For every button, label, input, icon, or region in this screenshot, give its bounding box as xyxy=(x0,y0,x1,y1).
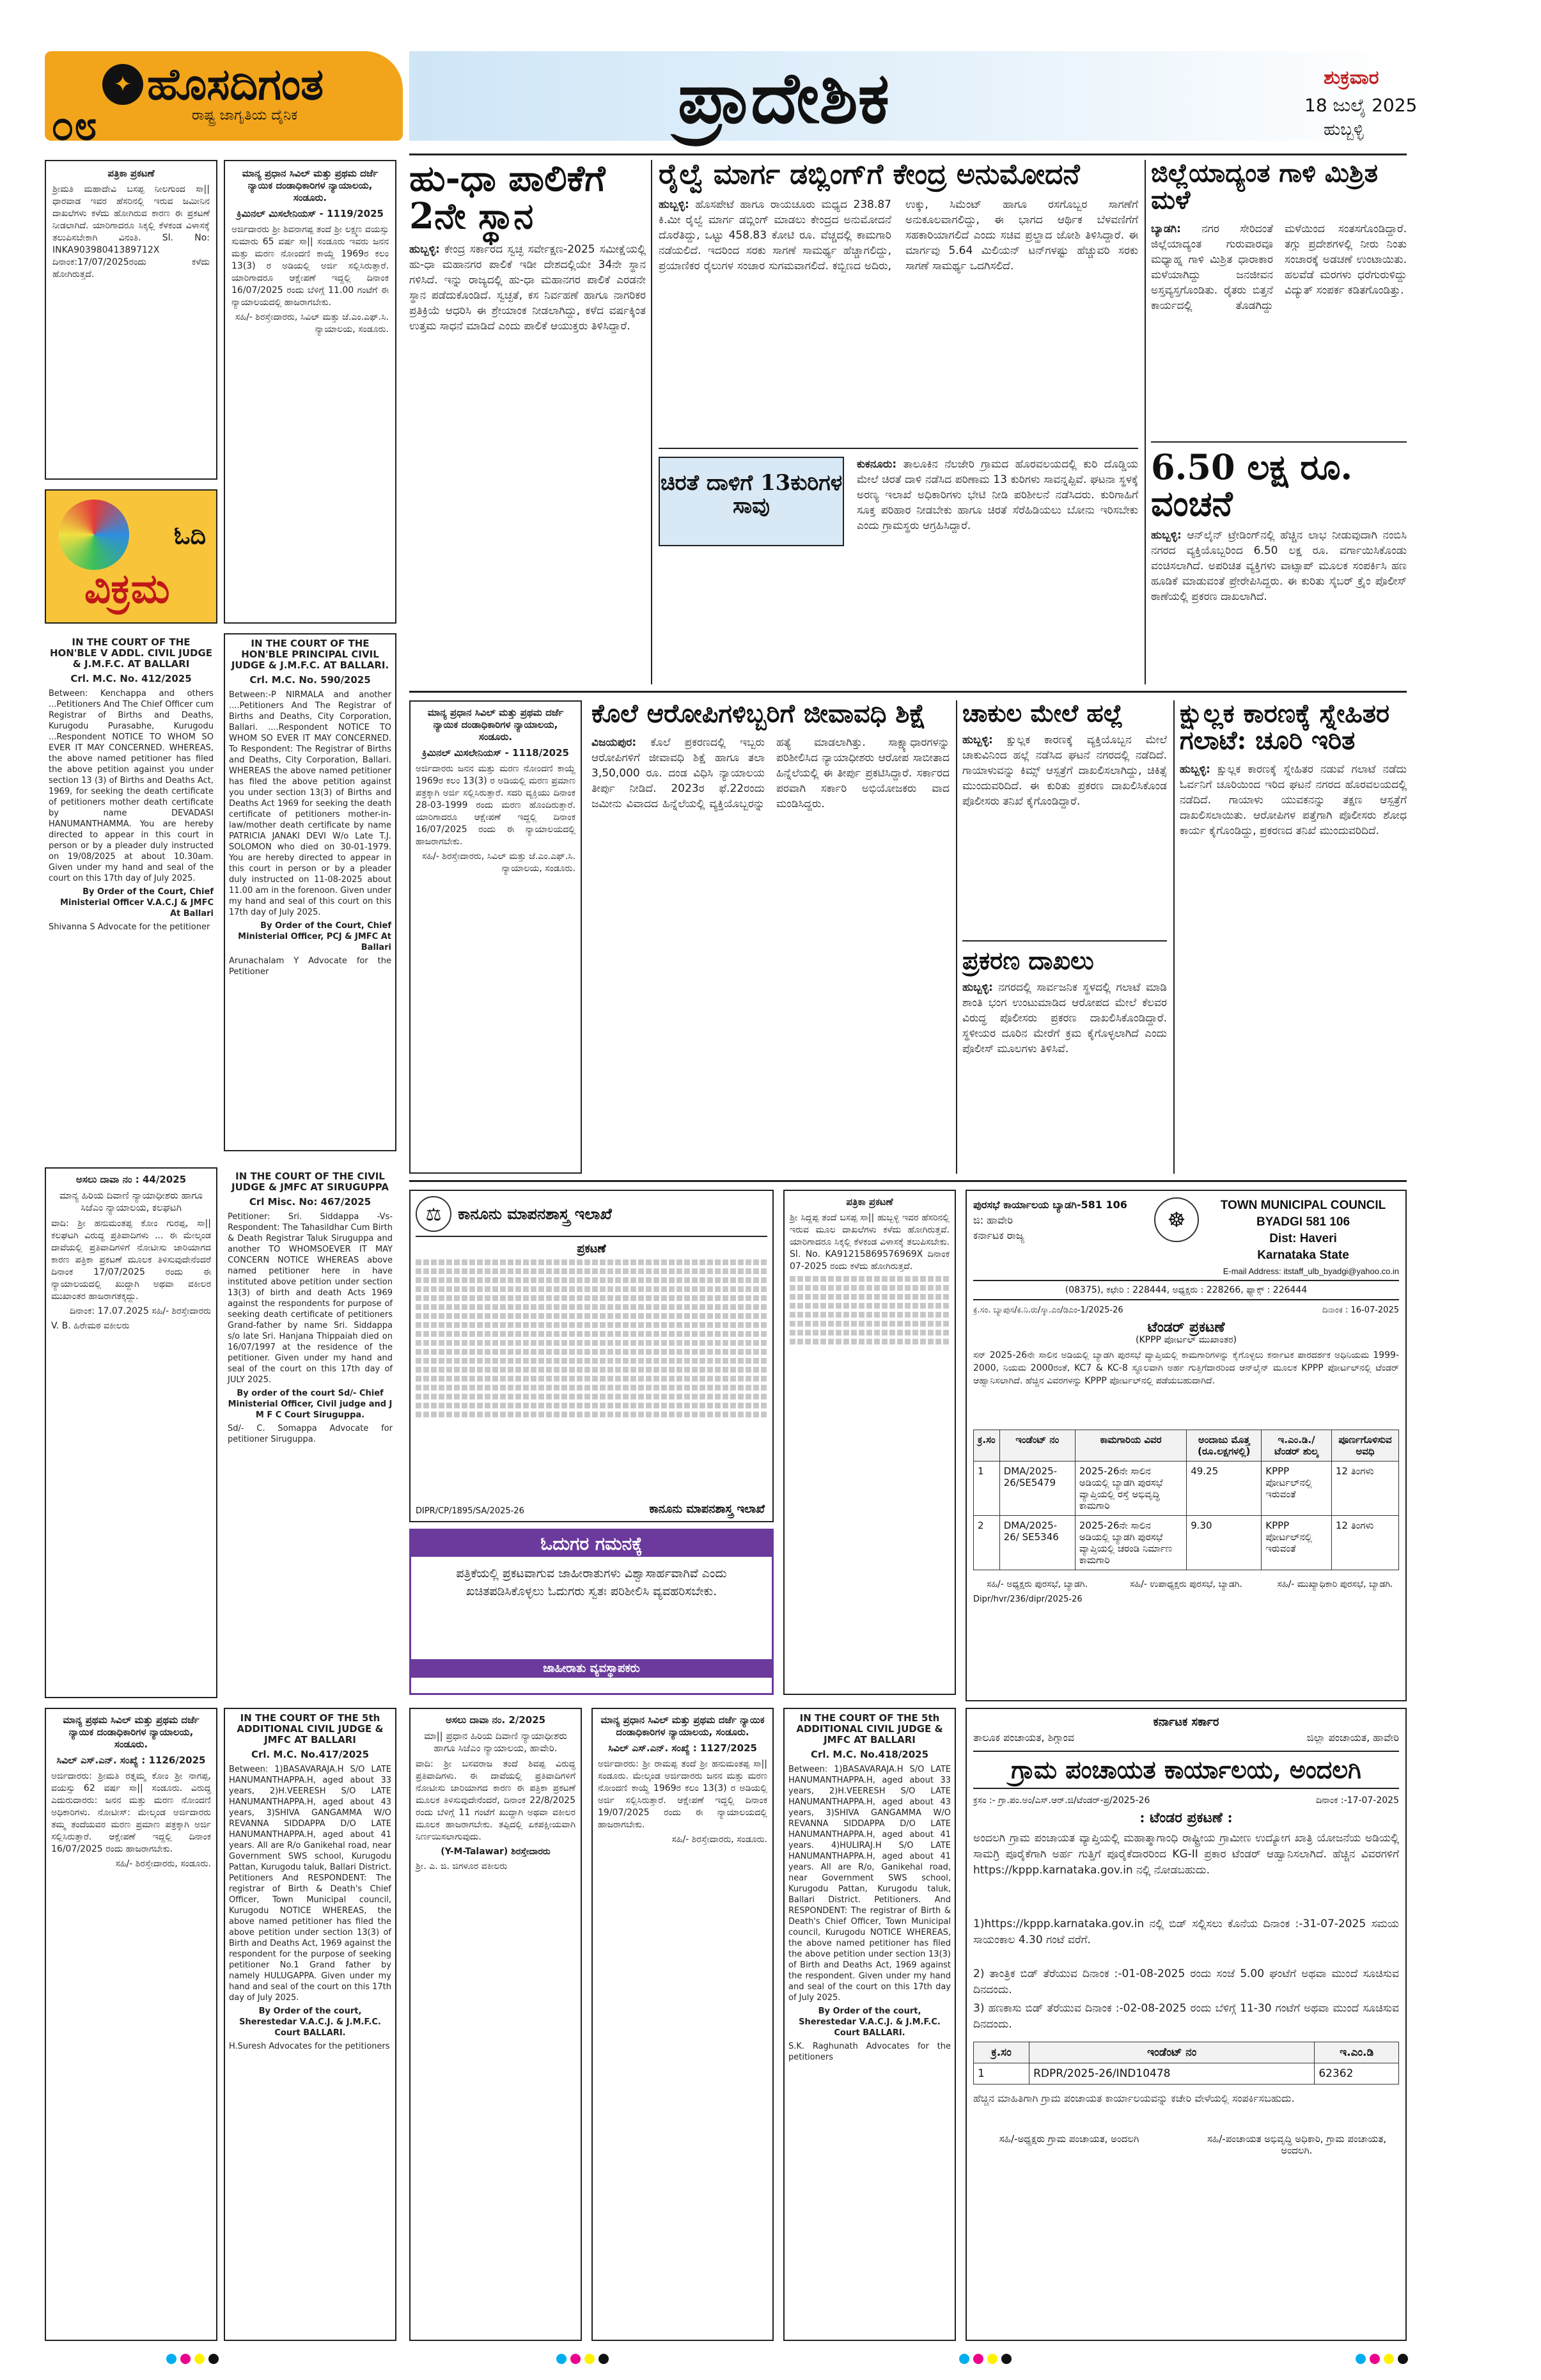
article-rain xyxy=(1151,160,1407,429)
table-header: ಪೂರ್ಣಗೊಳಿಸುವ ಅವಧಿ xyxy=(1331,1430,1398,1462)
print-registration-marks xyxy=(1356,2354,1408,2364)
notice-signatory: ದಿನಾಂಕ: 17.07.2025 ಸಹಿ/- ಶಿರಸ್ತೇದಾರರು xyxy=(70,1306,211,1316)
notice-signatory: ಸಹಿ/- ಶಿರಸ್ತೇದಾರರು, ಸಂಡೂರು. xyxy=(671,1834,767,1845)
box-footer: ಜಾಹೀರಾತು ವ್ಯವಸ್ಥಾಪಕರು xyxy=(411,1659,772,1678)
article-body: ಕ್ಷುಲ್ಲಕ ಕಾರಣಕ್ಕೆ ವ್ಯಕ್ತಿಯೊಬ್ಬನ ಮೇಲೆ ಚಾಕುವಿನಿಂದ ಹಲ್ಲೆ ನಡೆಸಿದ ಘಟನೆ ನಗರದಲ್ಲಿ ನಡೆದಿದೆ. ಗಾಯಾಳುವನ್ನು ಕಿಮ್ಸ್ ಆಸ್ಪತ್ರೆಗೆ ದಾಖಲಿಸಲಾಗಿದ್ದು, ಚಿಕಿತ್ಸೆ ಮುಂದುವರಿದಿದೆ. ಈ ಕುರಿತು ಪ್ರಕರಣ ದಾಖಲಿಸಿಕೊಂಡ ಪೊಲೀಸರು ತನಿಖೆ ಕೈಗೊಂಡಿದ್ದಾರೆ. xyxy=(962,733,1167,808)
council-name-en: TOWN MUNICIPAL COUNCIL xyxy=(1220,1199,1386,1212)
court-notice-1 xyxy=(45,633,217,1151)
article-body: ಕೇಂದ್ರ ಸರ್ಕಾರದ ಸ್ವಚ್ಛ ಸರ್ವೇಕ್ಷಣ-2025 ಸಮೀಕ್ಷೆಯಲ್ಲಿ ಹು-ಧಾ ಮಹಾನಗರ ಪಾಲಿಕೆ ಇಡೀ ದೇಶದಲ್ಲಿಯೇ 34ನೇ ಸ್ಥಾನ ಗಳಿಸಿದೆ. ಇನ್ನು ರಾಜ್ಯದಲ್ಲಿ ಹು-ಧಾ ಮಹಾನಗರ ಪಾಲಿಕೆ ಎರಡನೇ ಸ್ಥಾನ ಪಡೆದುಕೊಂಡಿದೆ. ಸ್ವಚ್ಛತೆ, ಕಸ ನಿರ್ವಹಣೆ ಹಾಗೂ ನಾಗರಿಕರ ಪ್ರತಿಕ್ರಿಯೆ ಆಧರಿಸಿ ಈ ಶ್ರೇಯಾಂಕ ನೀಡಲಾಗಿದ್ದು, ಕಳೆದ ವರ್ಷಕ್ಕಿಂತ ಉತ್ತಮ ಸಾಧನೆ ಮಾಡಿದೆ ಎಂದು ಪಾಲಿಕೆ ಆಯುಕ್ತರು ತಿಳಿಸಿದ್ದಾರೆ. xyxy=(409,242,646,333)
column-rule xyxy=(1173,700,1175,1174)
court-notice-kn4 xyxy=(45,1167,217,1698)
municipal-emblem-icon: ☸ xyxy=(1154,1197,1199,1242)
table-cell: 12 ತಿಂಗಳು xyxy=(1331,1516,1398,1570)
article-headline: ರೈಲ್ವೆ ಮಾರ್ಗ ಡಬ್ಲಿಂಗ್‌ಗೆ ಕೇಂದ್ರ ಅನುಮೋದನೆ xyxy=(659,158,1080,191)
article-headline: ಹು-ಧಾ ಪಾಲಿಕೆಗೆ xyxy=(409,157,606,200)
court-notice-3 xyxy=(224,1167,396,1698)
court-notice-kn5 xyxy=(45,1708,217,2341)
article-dateline: ಹುಬ್ಬಳ್ಳಿ: xyxy=(962,981,993,994)
office-district: ಜಿ: ಹಾವೇರಿ xyxy=(973,1214,1013,1226)
table-header: ಕಾಮಗಾರಿಯ ವಿವರ xyxy=(1075,1430,1186,1462)
office-name: ಪುರಸಭೆ ಕಾರ್ಯಾಲಯ ಬ್ಯಾಡಗಿ-581 106 xyxy=(973,1199,1127,1211)
column-rule xyxy=(1145,160,1146,684)
article-dateline: ಹುಬ್ಬಳ್ಳಿ: xyxy=(1151,529,1182,542)
print-registration-marks xyxy=(556,2354,609,2364)
table-cell: 1 xyxy=(974,2063,1029,2084)
table-cell: KPPP ಪೋರ್ಟಲ್‌ನಲ್ಲಿ ಇರುವಂತೆ xyxy=(1262,1462,1332,1516)
table-header: ಕ್ರ.ಸಂ xyxy=(974,1430,1000,1462)
newspaper-tagline: ರಾಷ್ಟ್ರ ಜಾಗೃತಿಯ ದೈನಿಕ xyxy=(192,107,298,123)
tender-date: ದಿನಾಂಕ : 16-07-2025 xyxy=(1322,1305,1399,1315)
notice-signatory: By Order of the court, Sherestedar V.A.C.J. & J.M.F.C. Court BALLARI. xyxy=(239,2006,381,2038)
notice-title: ಪತ್ರಿಕಾ ಪ್ರಕಟಣೆ xyxy=(107,168,155,179)
notice-signatory: ಸಹಿ/- ಶಿರಸ್ತೇದಾರರು, ಸಿವಿಲ್ ಮತ್ತು ಜೆ.ಎಂ.ಎಫ್.ಸಿ. ನ್ಯಾಯಾಲಯ, ಸಂಡೂರು. xyxy=(422,851,575,874)
article-dateline: ಕುಕನೂರು: xyxy=(857,458,897,471)
article-dateline: ಬ್ಯಾಡಗಿ: xyxy=(1151,223,1181,235)
header-rule xyxy=(409,154,1407,155)
article-headline-2: ಗಲಾಟೆ: ಚೂರಿ ಇರಿತ xyxy=(1180,725,1356,755)
article-body: ಹೊಸಪೇಟೆ ಹಾಗೂ ರಾಯಚೂರು ಮಧ್ಯದ 238.87 ಕಿ.ಮೀ ರೈಲ್ವೆ ಮಾರ್ಗ ಡಬ್ಲಿಂಗ್ ಮಾಡಲು ಕೇಂದ್ರದ ಅನುಮೋದನೆ ದೊರೆತಿದ್ದು, ಒಟ್ಟು 458.83 ಕೋಟಿ ರೂ. ವೆಚ್ಚದಲ್ಲಿ ಕಾಮಗಾರಿ ನಡೆಯಲಿದೆ. ಇದರಿಂದ ಸರಕು ಸಾಗಣೆ ಸಾಮರ್ಥ್ಯ ಹೆಚ್ಚಾಗಲಿದ್ದು, ಪ್ರಯಾಣಿಕರ ರೈಲುಗಳ ಸಂಚಾರ ಸುಗಮವಾಗಲಿದೆ. ಕಬ್ಬಿಣದ ಅದಿರು, ಉಕ್ಕು, ಸಿಮೆಂಟ್ ಹಾಗೂ ರಸಗೊಬ್ಬರ ಸಾಗಣೆಗೆ ಅನುಕೂಲವಾಗಲಿದ್ದು, ಈ ಭಾಗದ ಆರ್ಥಿಕ ಬೆಳವಣಿಗೆಗೆ ಸಹಕಾರಿಯಾಗಲಿದೆ ಎಂದು ಸಚಿವ ಪ್ರಲ್ಹಾದ ಜೋಶಿ ತಿಳಿಸಿದ್ದಾರೆ. ಈ ಮಾರ್ಗವು 5.64 ಮಿಲಿಯನ್ ಟನ್‌ಗಳಷ್ಟು ಹೆಚ್ಚುವರಿ ಸರಕು ಸಾಗಣೆ ಸಾಮರ್ಥ್ಯ ಒದಗಿಸಲಿದೆ. xyxy=(659,198,1138,273)
table-cell: 1 xyxy=(974,1462,1000,1516)
article-hdha xyxy=(409,157,646,684)
tender-reference: ಕ್ರ.ಸಂ. ಬ್ಯಾಪುಸ/ಕ.ನಿ.ರು/ಸ್ಕಾ.ಎಂ/ಡಿಎಂ-1/2025-26 xyxy=(973,1305,1123,1315)
section-rule xyxy=(409,691,1407,693)
signatory-president: ಸಹಿ/- ಅಧ್ಯಕ್ಷರು ಪುರಸಭೆ, ಬ್ಯಾಡಗಿ. xyxy=(986,1579,1088,1590)
notice-signatory: (Y-M-Talawar) ಶಿರಸ್ತೇದಾರರು xyxy=(441,1847,551,1857)
notice-signatory: By Order of the court, Sherestedar V.A.C.J. & J.M.F.C. Court BALLARI. xyxy=(799,2006,941,2038)
case-number: ಅಸಲು ದಾವಾ ನಂ : 44/2025 xyxy=(75,1174,187,1185)
signatory-pdo: ಸಹಿ/-ಪಂಚಾಯತ ಅಭಿವೃದ್ಧಿ ಅಧಿಕಾರಿ, ಗ್ರಾಮ ಪಂಚಾಯತ, ಅಂದಲಗಿ. xyxy=(1207,2132,1387,2156)
tender-step-1: 1)https://kppp.karnataka.gov.in ನಲ್ಲಿ ಬಿಡ್ ಸಲ್ಲಿಸಲು ಕೊನೆಯ ದಿನಾಂಕ :-31-07-2025 ಸಮಯ ಸಾಯಂಕಾಲ 4.30 ಗಂಟೆ ವರೆಗೆ. xyxy=(973,1917,1399,1946)
legal-metrology-ad xyxy=(409,1190,774,1522)
notice-advocate: H.Suresh Advocates for the petitioners xyxy=(229,2042,390,2051)
table-header: ಇಂಡೆಂಟ್ ನಂ xyxy=(999,1430,1075,1462)
notice-advocate: Arunachalam Y Advocate for the Petitioner xyxy=(229,956,391,977)
dipr-reference: Dipr/hvr/236/dipr/2025-26 xyxy=(973,1595,1083,1605)
signatory-chief-officer: ಸಹಿ/- ಮುಖ್ಯಾಧಿಕಾರಿ ಪುರಸಭೆ, ಬ್ಯಾಡಗಿ. xyxy=(1277,1579,1393,1590)
zilla-panchayat: ಜಿಲ್ಲಾ ಪಂಚಾಯತ, ಹಾವೇರಿ xyxy=(1306,1731,1399,1744)
notice-title: ಪತ್ರಿಕಾ ಪ್ರಕಟಣೆ xyxy=(846,1196,893,1208)
court-name: ಮಾ|| ಪ್ರಧಾನ ಹಿರಿಯ ದಿವಾಣಿ ನ್ಯಾಯಾಧೀಶರು ಹಾಗೂ ಸಿಜೆಎಂ ನ್ಯಾಯಾಲಯ, ಹಾವೇರಿ. xyxy=(424,1730,567,1754)
council-town-en: BYADGI 581 106 xyxy=(1256,1215,1350,1229)
court-notice-4 xyxy=(224,1708,396,2341)
masthead xyxy=(0,0,1541,150)
article-leopard xyxy=(659,448,1138,684)
article-headline: ಜಿಲ್ಲೆಯಾದ್ಯಂತ ಗಾಳಿ ಮಿಶ್ರಿತ ಮಳೆ xyxy=(1151,158,1378,215)
table-row xyxy=(974,1516,1399,1570)
notice-title: ಪ್ರಕಟಣೆ xyxy=(577,1242,606,1256)
department-footer: ಕಾನೂನು ಮಾಪನಶಾಸ್ತ್ರ ಇಲಾಖೆ xyxy=(649,1502,765,1517)
court-notice-kn6 xyxy=(409,1708,582,2341)
council-district-en: Dist: Haveri xyxy=(1269,1232,1337,1245)
court-name: IN THE COURT OF THE HON'BLE PRINCIPAL CIVIL JUDGE & J.M.F.C. AT BALLARI. xyxy=(231,638,389,671)
article-fraud xyxy=(1151,441,1407,684)
case-number: Crl. M.C. No. 412/2025 xyxy=(70,673,192,684)
notice-advocate: ಶ್ರೀ. ಎ. ಜಿ. ಜಿಗಳೂರ ವಕೀಲರು xyxy=(416,1861,508,1872)
court-notice-kn3 xyxy=(409,700,582,1174)
office-title: ಗ್ರಾಮ ಪಂಚಾಯತ ಕಾರ್ಯಾಲಯ, ಅಂದಲಗಿ xyxy=(973,1751,1399,1789)
article-headline: ಚಿರತೆ ದಾಳಿಗೆ 13ಕುರಿಗಳ ಸಾವು xyxy=(659,457,844,546)
notice-body: Between: 1)BASAVARAJA.H S/O LATE HANUMANTHAPPA.H, aged about 33 years, 2)H.VEERESH S/O LATE HANUMANTHAPPA.H, aged about 43 years, 3)SHIVA GANGAMMA W/O REVANNA SIDDAPPA D/O LATE HANUMANTHAPPA.H, aged about 41 years. 4)HULIRAJ.H S/O LATE HANUMANTHAPPA.H, aged about 41 years. All are R/o, Ganikehal road, near Government SWS school, Kurugodu Pattan, Kurugodu taluk, Ballari District. Petitioners. And RESPONDENT: The registrar of Birth & Death's Chief Officer, Town Municipal council, Kurugodu NOTICE WHEREAS, the above named petitioner has filed the above petition under section 13(3) of Birth and Deaths Act, 1969 against the respondent. Given under my hand and seal of the court on this 17th day of July 2025. xyxy=(788,1765,951,2003)
court-notice-kn7 xyxy=(591,1708,774,2341)
table-header: ಅಂದಾಜು ಮೊತ್ತ (ರೂ.ಲಕ್ಷಗಳಲ್ಲಿ) xyxy=(1187,1430,1262,1462)
table-cell: 62362 xyxy=(1315,2063,1399,2084)
signatory-president: ಸಹಿ/-ಅಧ್ಯಕ್ಷರು ಗ್ರಾಮ ಪಂಚಾಯತ, ಅಂದಲಗಿ xyxy=(999,2132,1139,2145)
box-body: ಪತ್ರಿಕೆಯಲ್ಲಿ ಪ್ರಕಟವಾಗುವ ಜಾಹೀರಾತುಗಳು ವಿಶ್ವಾಸಾರ್ಹವಾಗಿವೆ ಎಂದು ಖಚಿತಪಡಿಸಿಕೊಳ್ಳಲು ಓದುಗರು ಸ್ವತಃ ಪರಿಶೀಲಿಸಿ ವ್ಯವಹರಿಸಬೇಕು. xyxy=(456,1566,727,1599)
notice-body: ವಾದಿ: ಶ್ರೀ ಬಸವರಾಜ ತಂದೆ ಶಿವಪ್ಪ ವಿರುದ್ಧ ಪ್ರತಿವಾದಿಗಳು. ಈ ದಾವೆಯಲ್ಲಿ ಪ್ರತಿವಾದಿಗಳಿಗೆ ನೋಟೀಸು ಜಾರಿಯಾಗದ ಕಾರಣ ಈ ಪತ್ರಿಕಾ ಪ್ರಕಟಣೆ ಮೂಲಕ ತಿಳಿಸುವುದೇನೆಂದರೆ, ದಿನಾಂಕ 22/8/2025 ರಂದು ಬೆಳಿಗ್ಗೆ 11 ಗಂಟೆಗೆ ಖುದ್ದಾಗಿ ಅಥವಾ ವಕೀಲರ ಮೂಲಕ ಹಾಜರಾಗಬೇಕು. ತಪ್ಪಿದಲ್ಲಿ ಏಕಪಕ್ಷೀಯವಾಗಿ ನಿರ್ಣಯಿಸಲಾಗುವುದು. xyxy=(416,1759,575,1842)
tender-body: ಸನ್ 2025-26ನೇ ಸಾಲಿನ ಅಡಿಯಲ್ಲಿ ಬ್ಯಾಡಗಿ ಪುರಸಭೆ ವ್ಯಾಪ್ತಿಯಲ್ಲಿ ಕಾಮಗಾರಿಗಳನ್ನು ಕೈಗೊಳ್ಳಲು ಕರ್ನಾಟಕ ಪಾರದರ್ಶಕ ಅಧಿನಿಯಮ 1999-2000, ನಿಯಮ 2000ರಂತೆ, KC7 & KC-8 ಸ್ಥೂಲವಾಗಿ ಅರ್ಹ ಗುತ್ತಿಗೆದಾರರಿಂದ ಆನ್‌ಲೈನ್ ಮೂಲಕ KPPP ಪೋರ್ಟಲ್‌ನಲ್ಲಿ ಟೆಂಡರ್ ಆಹ್ವಾನಿಸಲಾಗಿದೆ. ಹೆಚ್ಚಿನ ವಿವರಗಳನ್ನು KPPP ಪೋರ್ಟಲ್‌ನಲ್ಲಿ ಪಡೆಯಬಹುದಾಗಿದೆ. xyxy=(973,1350,1399,1387)
article-dateline: ಹುಬ್ಬಳ್ಳಿ: xyxy=(1180,763,1210,776)
andalagi-tender-ad xyxy=(966,1708,1407,2341)
tender-table xyxy=(973,2042,1399,2084)
article-body: ಕ್ಷುಲ್ಲಕ ಕಾರಣಕ್ಕೆ ಸ್ನೇಹಿತರ ನಡುವೆ ಗಲಾಟೆ ನಡೆದು ಓರ್ವನಿಗೆ ಚೂರಿಯಿಂದ ಇರಿದ ಘಟನೆ ನಗರದ ಹೊರವಲಯದಲ್ಲಿ ನಡೆದಿದೆ. ಗಾಯಾಳು ಯುವಕನನ್ನು ತಕ್ಷಣ ಆಸ್ಪತ್ರೆಗೆ ದಾಖಲಿಸಲಾಯಿತು. ಆರೋಪಿಗಳ ಪತ್ತೆಗಾಗಿ ಪೊಲೀಸರು ಶೋಧ ಕಾರ್ಯ ಕೈಗೊಂಡಿದ್ದು, ಪ್ರಕರಣದ ತನಿಖೆ ಮುಂದುವರಿದಿದೆ. xyxy=(1180,763,1407,837)
article-headline: ಕ್ಷುಲ್ಲಕ ಕಾರಣಕ್ಕೆ ಸ್ನೇಹಿತರ xyxy=(1180,698,1390,729)
notice-advocate: S.K. Raghunath Advocates for the petitioners xyxy=(788,2042,951,2062)
press-notice-1 xyxy=(45,160,217,480)
court-name: IN THE COURT OF THE 5th ADDITIONAL CIVIL JUDGE & JMFC AT BALLARI xyxy=(237,1712,384,1746)
notice-body: Between:-P NIRMALA and another ....Petitioners And The Registrar of Births and Deaths, City Corporation, Ballari. ....Respondent NOTICE TO WHOM SO EVER IT MAY CONCERNED. To Respondent: The Registrar of Births and Deaths, City Corporation, Ballari. WHEREAS the above named petitioner has filed the above petition against you under section 13(3) of Births and Deaths Act 1969 for seeking the death certificate of petitioners mother-in-law/mother death certificate by name PATRICIA JANAKI DEVI W/o Late T.J. SOLOMON who died on 30-01-1979. You are hereby directed to appear in this court in person or by a pleader duly instructed on 11-08-2025 about 11.00 am in the forenoon. Given under my hand and seal of this court on this 17th day of July 2025. xyxy=(229,690,391,917)
case-number: ಸಿವಿಲ್ ಎಸ್.ಎನ್. ಸಂಖ್ಯೆ : 1126/2025 xyxy=(56,1754,206,1766)
dipr-reference: DIPR/CP/1895/SA/2025-26 xyxy=(416,1506,524,1516)
table-header: ಇ.ಎಂ.ಡಿ./ಟೆಂಡರ್ ಶುಲ್ಕ xyxy=(1262,1430,1332,1462)
court-name: ಮಾನ್ಯ ಪ್ರಧಾನ ಸಿವಿಲ್ ಮತ್ತು ಪ್ರಥಮ ದರ್ಜೆ ನ್ಯಾಯಿಕ ದಂಡಾಧಿಕಾರಿಗಳ ನ್ಯಾಯಾಲಯ, ಸಂಡೂರು. xyxy=(600,1714,765,1738)
table-cell: KPPP ಪೋರ್ಟಲ್‌ನಲ್ಲಿ ಇರುವಂತೆ xyxy=(1262,1516,1332,1570)
edition-city: ಹುಬ್ಬಳ್ಳಿ xyxy=(1324,120,1364,139)
section-banner xyxy=(409,51,1407,141)
court-notice-2 xyxy=(224,633,396,1151)
table-cell: 12 ತಿಂಗಳು xyxy=(1331,1462,1398,1516)
case-number: ಸಿವಿಲ್ ಎಸ್.ಎನ್. ಸಂಖ್ಯೆ : 1127/2025 xyxy=(608,1742,757,1754)
vikram-ad xyxy=(45,489,217,624)
table-row xyxy=(974,1462,1399,1516)
print-registration-marks xyxy=(959,2354,1012,2364)
notice-advocate: Shivanna S Advocate for the petitioner xyxy=(49,922,210,932)
vikram-logo-icon xyxy=(59,500,129,570)
office-state: ಕರ್ನಾಟಕ ರಾಜ್ಯ xyxy=(973,1229,1024,1241)
page-number: ೦೮ xyxy=(51,102,97,150)
table-cell: DMA/2025-26/ SE5346 xyxy=(999,1516,1075,1570)
government-name: ಕರ್ನಾಟಕ ಸರ್ಕಾರ xyxy=(1153,1715,1219,1729)
article-body: ತಾಲೂಕಿನ ನೆಲಜೇರಿ ಗ್ರಾಮದ ಹೊರವಲಯದಲ್ಲಿ ಕುರಿ ದೊಡ್ಡಿಯ ಮೇಲೆ ಚಿರತೆ ದಾಳಿ ನಡೆಸಿದ ಪರಿಣಾಮ 13 ಕುರಿಗಳು ಸಾವನ್ನಪ್ಪಿವೆ. ಘಟನಾ ಸ್ಥಳಕ್ಕೆ ಅರಣ್ಯ ಇಲಾಖೆ ಅಧಿಕಾರಿಗಳು ಭೇಟಿ ನೀಡಿ ಪರಿಶೀಲನೆ ನಡೆಸಿದರು. ಕುರಿಗಾಹಿಗೆ ಸೂಕ್ತ ಪರಿಹಾರ ನೀಡಬೇಕು ಹಾಗೂ ಚಿರತೆ ಸೆರೆಹಿಡಿಯಲು ಬೋನು ಇರಿಸಬೇಕು ಎಂದು ಗ್ರಾಮಸ್ಥರು ಆಗ್ರಹಿಸಿದ್ದಾರೆ. xyxy=(857,458,1138,532)
table-header: ಕ್ರ.ಸಂ xyxy=(974,2042,1029,2063)
case-number: ಅಸಲು ದಾವಾ ನಂ. 2/2025 xyxy=(445,1714,546,1726)
court-name: IN THE COURT OF THE HON'BLE V ADDL. CIVIL JUDGE & J.M.F.C. AT BALLARI xyxy=(49,636,213,670)
notice-advocate: Sd/- C. Somappa Advocate for petitioner Siruguppa. xyxy=(228,1424,393,1444)
tender-step-2: 2) ತಾಂತ್ರಿಕ ಬಿಡ್ ತೆರೆಯುವ ದಿನಾಂಕ :-01-08-2025 ರಂದು ಸಂಜೆ 5.00 ಘಂಟೆಗೆ ಅಥವಾ ಮುಂದೆ ಸೂಚಿಸುವ ದಿನದಂದು. xyxy=(973,1967,1399,1996)
karnataka-emblem-icon: ⚖ xyxy=(416,1196,451,1232)
notice-body: ವಾದಿ: ಶ್ರೀ ಹನುಮಂತಪ್ಪ ಕೋಂ ಗುರಪ್ಪ, ಸಾ|| ಕಲಘಟಗಿ ವಿರುದ್ಧ ಪ್ರತಿವಾದಿಗಳು ... ಈ ಮೇಲ್ಕಂಡ ದಾವೆಯಲ್ಲಿ ಪ್ರತಿವಾದಿಗಳಿಗೆ ನೋಟೀಸು ಜಾರಿಯಾಗದ ಕಾರಣ ಪತ್ರಿಕಾ ಪ್ರಕಟಣೆ ಮೂಲಕ ತಿಳಿಸುವುದೇನೆಂದರೆ ದಿನಾಂಕ 17/07/2025 ರಂದು ಈ ನ್ಯಾಯಾಲಯದಲ್ಲಿ ಖುದ್ದಾಗಿ ಅಥವಾ ವಕೀಲರ ಮುಖಾಂತರ ಹಾಜರಾಗತಕ್ಕದ್ದು. xyxy=(51,1218,211,1302)
notice-body: ಅರ್ಜಿದಾರರು: ಶ್ರೀ ರಾಮಪ್ಪ ತಂದೆ ಶ್ರೀ ಹನುಮಂತಪ್ಪ ಸಾ|| ಸಂಡೂರು. ಮೇಲ್ಕಂಡ ಅರ್ಜಿದಾರರು ಜನನ ಮತ್ತು ಮರಣ ನೋಂದಣಿ ಕಾಯ್ದೆ 1969ರ ಕಲಂ 13(3) ರ ಅಡಿಯಲ್ಲಿ ಅರ್ಜಿ ಸಲ್ಲಿಸಿರುತ್ತಾರೆ. ಆಕ್ಷೇಪಣೆ ಇದ್ದಲ್ಲಿ ದಿನಾಂಕ 19/07/2025 ರಂದು ಈ ನ್ಯಾಯಾಲಯದಲ್ಲಿ ಹಾಜರಾಗಬೇಕು. xyxy=(598,1759,767,1830)
article-headline: 6.50 ಲಕ್ಷ ರೂ. ವಂಚನೆ xyxy=(1151,446,1353,524)
article-body: ಆನ್‌ಲೈನ್ ಟ್ರೇಡಿಂಗ್‌ನಲ್ಲಿ ಹೆಚ್ಚಿನ ಲಾಭ ನೀಡುವುದಾಗಿ ನಂಬಿಸಿ ನಗರದ ವ್ಯಕ್ತಿಯೊಬ್ಬರಿಂದ 6.50 ಲಕ್ಷ ರೂ. ವರ್ಗಾಯಿಸಿಕೊಂಡು ವಂಚಿಸಲಾಗಿದೆ. ಅಪರಿಚಿತ ವ್ಯಕ್ತಿಗಳು ವಾಟ್ಸಾಪ್ ಮೂಲಕ ಸಂಪರ್ಕಿಸಿ ಹಣ ಹೂಡಿಕೆ ಮಾಡುವಂತೆ ಪ್ರೇರೇಪಿಸಿದ್ದರು. ಈ ಕುರಿತು ಸೈಬರ್ ಕ್ರೈಂ ಪೊಲೀಸ್ ಠಾಣೆಯಲ್ಲಿ ಪ್ರಕರಣ ದಾಖಲಾಗಿದೆ. xyxy=(1151,529,1407,604)
table-header: ಇ.ಎಂ.ಡಿ xyxy=(1315,2042,1399,2063)
council-state-en: Karnataka State xyxy=(1257,1249,1349,1262)
notice-signatory: By order of the court Sd/- Chief Ministerial Officer, Civil judge and J M F C Court Siruguppa. xyxy=(228,1389,393,1420)
council-email: E-mail Address: itstaff_ulb_byadgi@yahoo.co.in xyxy=(1223,1266,1399,1276)
article-friend xyxy=(1180,700,1407,1174)
article-dateline: ಹುಬ್ಬಳ್ಳಿ: xyxy=(409,242,440,256)
notice-body: ಶ್ರೀಮತಿ ಮಹಾದೇವಿ ಬಸಪ್ಪ ನೀಲಗುಂದ ಸಾ|| ಧಾರವಾಡ ಇವರ ಹೆಸರಿನಲ್ಲಿ ಇರುವ ಜಮೀನಿನ ದಾಖಲೆಗಳು ಕಳೆದು ಹೋಗಿರುವ ಕಾರಣ ಈ ಪ್ರಕಟಣೆ ನೀಡಲಾಗಿದೆ. ಯಾರಿಗಾದರೂ ಸಿಕ್ಕಲ್ಲಿ ಕೆಳಕಂಡ ವಿಳಾಸಕ್ಕೆ ತಲುಪಿಸಬೇಕಾಗಿ ವಿನಂತಿ. Sl. No: INKA90398041389712X ದಿನಾಂಕ:17/07/2025ರಂದು ಕಳೆದು ಹೋಗಿರುತ್ತದೆ. xyxy=(52,184,210,280)
article-case xyxy=(962,940,1167,1174)
table-cell: 2025-26ನೇ ಸಾಲಿನ ಅಡಿಯಲ್ಲಿ ಬ್ಯಾಡಗಿ ಪುರಸಭೆ ವ್ಯಾಪ್ತಿಯಲ್ಲಿ ರಸ್ತೆ ಅಭಿವೃದ್ಧಿ ಕಾಮಗಾರಿ xyxy=(1075,1462,1186,1516)
table-row xyxy=(974,2063,1399,2084)
tender-title: : ಟೆಂಡರ ಪ್ರಕಟಣೆ : xyxy=(1139,1809,1233,1826)
council-phone: (08375), ಕಛೇರಿ : 228444, ಅಧ್ಯಕ್ಷರು : 228266, ಫ್ಯಾಕ್ಸ್ : 226444 xyxy=(973,1280,1399,1300)
readers-attention-box xyxy=(409,1529,774,1695)
article-headline: ಕೊಲೆ ಆರೋಪಿಗಳಿಬ್ಬರಿಗೆ ಜೀವಾವಧಿ ಶಿಕ್ಷೆ xyxy=(591,698,927,729)
section-rule xyxy=(409,1180,1407,1182)
lamp-icon: ✦ xyxy=(102,64,143,105)
taluk-panchayat: ತಾಲೂಕ ಪಂಚಾಯತ, ಶಿಗ್ಗಾಂವ xyxy=(973,1731,1075,1744)
notice-body: Between: 1)BASAVARAJA.H S/O LATE HANUMANTHAPPA.H, aged about 33 years, 2)H.VEERESH S/O LATE HANUMANTHAPPA.H, aged about 43 years, 3)SHIVA GANGAMMA W/O REVANNA SIDDAPPA D/O LATE HANUMANTHAPPA.H, aged about 41 years. All are R/o Ganikehal road, near Government SWS school, Kurugodu Pattan, Kurugodu taluk, Ballari District. Petitioners And RESPONDENT: The registrar of Birth & Death's Chief Officer, Town Municipal council, Kurugodu NOTICE WHEREAS, the above named petitioner has filed the above petition under section 13(3) of Birth and Deaths Act, 1969 against the respondent for the purpose of seeking petitioner No.1 Grand father by namely HULUGAPPA. Given under my hand and seal of the court on this 17th day of July 2025. xyxy=(229,1765,392,2003)
tender-step-3: 3) ಹಣಕಾಸು ಬಿಡ್ ತೆರೆಯುವ ದಿನಾಂಕ :-02-08-2025 ರಂದು ಬೆಳಿಗ್ಗೆ 11-30 ಗಂಟೆಗೆ ಅಥವಾ ಮುಂದೆ ಸೂಚಿಸುವ ದಿನದಂದು. xyxy=(973,2001,1399,2031)
notice-body: Petitioner: Sri. Siddappa -Vs- Respondent: The Tahasildhar Cum Birth & Death Registrar Taluk Siruguppa and another TO WHOMSOEVER IT MAY CONCERN NOTICE WHEREAS above named petitioner here in have instituted above petition under section 13(3) of birth and death Acts 1969 against the respondents for purpose of seeking death certificate of petitioners Grand-father by name Sri. Siddappa s/o late Sri. Hanjana Thippaiah died on 16/07/1997 at the residence of the petitioner. Given under my hand and seal of the court on this 17th day of JULY 2025. xyxy=(228,1212,393,1385)
case-number: Crl. M.C. No.418/2025 xyxy=(810,1749,929,1760)
case-number: ಕ್ರಿಮಿನಲ್ ಮಿಸಲೇನಿಯಸ್ - 1118/2025 xyxy=(422,747,569,759)
court-notice-kn2 xyxy=(224,160,396,624)
article-murder xyxy=(591,700,950,1174)
table-cell: 9.30 xyxy=(1187,1516,1262,1570)
tender-subtitle: (KPPP ಪೋರ್ಟಲ್ ಮುಖಾಂತರ) xyxy=(1136,1335,1237,1346)
notice-signatory: By Order of the Court, Chief Ministerial Officer, PCJ & JMFC At Ballari xyxy=(238,921,391,952)
tender-date: ದಿನಾಂಕ :-17-07-2025 xyxy=(1316,1795,1399,1806)
court-name: ಮಾನ್ಯ ಪ್ರಥಮ ಸಿವಿಲ್ ಮತ್ತು ಪ್ರಥಮ ದರ್ಜೆ ನ್ಯಾಯಿಕ ದಂಡಾಧಿಕಾರಿಗಳ ನ್ಯಾಯಾಲಯ, ಸಂಡೂರು. xyxy=(63,1714,199,1750)
table-cell: 2 xyxy=(974,1516,1000,1570)
department-name: ಕಾನೂನು ಮಾಪನಶಾಸ್ತ್ರ ಇಲಾಖೆ xyxy=(458,1204,612,1224)
notice-body: ಅರ್ಜಿದಾರರು ಶ್ರೀ ಶಿವನಾಗಪ್ಪ ತಂದೆ ಶ್ರೀ ಲಕ್ಷ್ಮಣ ವಯಸ್ಸು ಸುಮಾರು 65 ವರ್ಷ ಸಾ|| ಸಂಡೂರು ಇವರು ಜನನ ಮತ್ತು ಮರಣ ನೋಂದಣಿ ಕಾಯ್ದೆ 1969ರ ಕಲಂ 13(3) ರ ಅಡಿಯಲ್ಲಿ ಅರ್ಜಿ ಸಲ್ಲಿಸಿರುತ್ತಾರೆ. ಯಾರಿಗಾದರೂ ಆಕ್ಷೇಪಣೆ ಇದ್ದಲ್ಲಿ ದಿನಾಂಕ 16/07/2025 ರಂದು ಬೆಳಿಗ್ಗೆ 11.00 ಗಂಟೆಗೆ ಈ ನ್ಯಾಯಾಲಯದಲ್ಲಿ ಹಾಜರಾಗಬೇಕು. xyxy=(231,225,389,308)
issue-date: 18 ಜುಲೈ 2025 xyxy=(1304,95,1418,116)
article-dateline: ವಿಜಯಪುರ: xyxy=(591,736,637,749)
court-name: IN THE COURT OF THE 5th ADDITIONAL CIVIL JUDGE & JMFC AT BALLARI xyxy=(796,1712,943,1746)
case-number: Crl Misc. No: 467/2025 xyxy=(249,1196,372,1208)
signatory-vice-president: ಸಹಿ/- ಉಪಾಧ್ಯಕ್ಷರು ಪುರಸಭೆ, ಬ್ಯಾಡಗಿ. xyxy=(1130,1579,1242,1590)
tender-table xyxy=(973,1430,1399,1570)
notice-body: ಅರ್ಜಿದಾರರು ಜನನ ಮತ್ತು ಮರಣ ನೋಂದಣಿ ಕಾಯ್ದೆ 1969ರ ಕಲಂ 13(3) ರ ಅಡಿಯಲ್ಲಿ ಮರಣ ಪ್ರಮಾಣ ಪತ್ರಕ್ಕಾಗಿ ಅರ್ಜಿ ಸಲ್ಲಿಸಿರುತ್ತಾರೆ. ಸದರಿ ವ್ಯಕ್ತಿಯು ದಿನಾಂಕ 28-03-1999 ರಂದು ಮರಣ ಹೊಂದಿರುತ್ತಾರೆ. ಯಾರಿಗಾದರೂ ಆಕ್ಷೇಪಣೆ ಇದ್ದಲ್ಲಿ ದಿನಾಂಕ 16/07/2025 ರಂದು ಈ ನ್ಯಾಯಾಲಯದಲ್ಲಿ ಹಾಜರಾಗಬೇಕು. xyxy=(416,764,575,847)
article-body: ನಗರ ಸೇರಿದಂತೆ ಜಿಲ್ಲೆಯಾದ್ಯಂತ ಗುರುವಾರವೂ ಮಧ್ಯಾಹ್ನ ಗಾಳಿ ಮಿಶ್ರಿತ ಧಾರಾಕಾರ ಮಳೆಯಾಗಿದ್ದು ಜನಜೀವನ ಅಸ್ತವ್ಯಸ್ತಗೊಂಡಿತು. ರೈತರು ಬಿತ್ತನೆ ಕಾರ್ಯದಲ್ಲಿ ತೊಡಗಿದ್ದು ಮಳೆಯಿಂದ ಸಂತಸಗೊಂಡಿದ್ದಾರೆ. ತಗ್ಗು ಪ್ರದೇಶಗಳಲ್ಲಿ ನೀರು ನಿಂತು ಸಂಚಾರಕ್ಕೆ ಅಡಚಣೆ ಉಂಟಾಯಿತು. ಹಲವೆಡೆ ಮರಗಳು ಧರೆಗುರುಳಿದ್ದು ವಿದ್ಯುತ್ ಸಂಪರ್ಕ ಕಡಿತಗೊಂಡಿತ್ತು. xyxy=(1151,223,1407,312)
court-name: IN THE COURT OF THE CIVIL JUDGE & JMFC AT SIRUGUPPA xyxy=(231,1170,389,1193)
vikram-subtitle: ಓದಿ xyxy=(174,521,207,549)
print-registration-marks xyxy=(166,2354,219,2364)
newspaper-logo: ಹೊಸದಿಗಂತ xyxy=(147,59,324,110)
court-name: ಮಾನ್ಯ ಹಿರಿಯ ದಿವಾಣಿ ನ್ಯಾಯಾಧೀಶರು ಹಾಗೂ ಸಿಜೆಎಂ ನ್ಯಾಯಾಲಯ, ಕಲಘಟಗಿ xyxy=(59,1190,203,1213)
article-dateline: ಹುಬ್ಬಳ್ಳಿ: xyxy=(659,198,689,212)
box-title: ಓದುಗರ ಗಮನಕ್ಕೆ xyxy=(411,1531,772,1557)
byadgi-tender-ad xyxy=(966,1190,1407,1701)
article-headline-2: 2ನೇ ಸ್ಥಾನ xyxy=(409,194,534,237)
section-title: ಪ್ರಾದೇಶಿಕ xyxy=(678,56,890,139)
case-number: Crl. M.C. No.417/2025 xyxy=(251,1749,370,1760)
table-cell: DMA/2025-26/SE5479 xyxy=(999,1462,1075,1516)
court-name: ಮಾನ್ಯ ಪ್ರಧಾನ ಸಿವಿಲ್ ಮತ್ತು ಪ್ರಥಮ ದರ್ಜೆ ನ್ಯಾಯಿಕ ದಂಡಾಧಿಕಾರಿಗಳ ನ್ಯಾಯಾಲಯ, ಸಂಡೂರು. xyxy=(242,168,379,203)
article-knife xyxy=(962,700,1167,937)
notice-body: ಶ್ರೀ ಸಿದ್ದಪ್ಪ ತಂದೆ ಬಸಪ್ಪ ಸಾ|| ಹುಬ್ಬಳ್ಳಿ ಇವರ ಹೆಸರಿನಲ್ಲಿ ಇರುವ ಮೂಲ ದಾಖಲೆಗಳು ಕಳೆದು ಹೋಗಿರುತ್ತವೆ. ಯಾರಿಗಾದರೂ ಸಿಕ್ಕಲ್ಲಿ ಕೆಳಕಂಡ ವಿಳಾಸಕ್ಕೆ ತಲುಪಿಸಬೇಕು. Sl. No. KA91215869576969X ದಿನಾಂಕ 07-2025 ರಂದು ಕಳೆದು ಹೋಗಿರುತ್ತದೆ. xyxy=(790,1213,950,1272)
notice-body: Between: Kenchappa and others ...Petitioners And The Chief Officer cum Registrar of Births and Deaths, Kurugodu Purasabhe, Kurugodu ...Respondent NOTICE TO WHOM SO EVER IT MAY CONCERNED. WHEREAS, the above named petitioner has filed the above petition against you under section 13 (3) of Births and Deaths Act, 1969, for seeking the death certificate of petitioners mother death certificate by name DEVADASI HANUMANTHAMMA. You are hereby directed to appear in this court in person or by a pleader duly instructed on 19/08/2025 at about 10.30am. Given under my hand and seal of the court on this 17th day of July 2025. xyxy=(49,689,214,883)
vikram-title: ವಿಕ್ರಮ xyxy=(84,565,170,613)
issue-day: ಶುಕ್ರವಾರ xyxy=(1324,67,1379,89)
table-cell: 49.25 xyxy=(1187,1462,1262,1516)
article-headline: ಚಾಕುಲ ಮೇಲೆ ಹಲ್ಲೆ xyxy=(962,698,1123,727)
table-header: ಇಂಡೆಂಟ್ ನಂ xyxy=(1029,2042,1315,2063)
article-headline: ಪ್ರಕರಣ ದಾಖಲು xyxy=(962,946,1094,975)
notice-advocate: V. B. ಹಿರೇಮಠ ವಕೀಲರು xyxy=(51,1321,130,1331)
article-dateline: ಹುಬ್ಬಳ್ಳಿ: xyxy=(962,733,993,746)
tender-closing: ಹೆಚ್ಚಿನ ಮಾಹಿತಿಗಾಗಿ ಗ್ರಾಮ ಪಂಚಾಯತ ಕಾರ್ಯಾಲಯವನ್ನು ಕಚೇರಿ ವೇಳೆಯಲ್ಲಿ ಸಂಪರ್ಕಿಸಬಹುದು. xyxy=(973,2092,1295,2104)
notice-signatory: ಸಹಿ/- ಶಿರಸ್ತೇದಾರರು, ಸಿವಿಲ್ ಮತ್ತು ಜೆ.ಎಂ.ಎಫ್.ಸಿ. ನ್ಯಾಯಾಲಯ, ಸಂಡೂರು. xyxy=(235,312,389,335)
table-cell: 2025-26ನೇ ಸಾಲಿನ ಅಡಿಯಲ್ಲಿ ಬ್ಯಾಡಗಿ ಪುರಸಭೆ ವ್ಯಾಪ್ತಿಯಲ್ಲಿ ಚರಂಡಿ ನಿರ್ಮಾಣ ಕಾಮಗಾರಿ xyxy=(1075,1516,1186,1570)
column-rule xyxy=(956,700,957,1174)
press-notice-kn8 xyxy=(783,1190,956,1695)
tender-body: ಅಂದಲಗಿ ಗ್ರಾಮ ಪಂಚಾಯತ ವ್ಯಾಪ್ತಿಯಲ್ಲಿ ಮಹಾತ್ಮಾಗಾಂಧಿ ರಾಷ್ಟ್ರೀಯ ಗ್ರಾಮೀಣ ಉದ್ಯೋಗ ಖಾತ್ರಿ ಯೋಜನೆಯ ಅಡಿಯಲ್ಲಿ ಸಾಮಗ್ರಿ ಪೂರೈಕೆಗಾಗಿ ಅರ್ಹ ಗುತ್ತಿಗೆ ಪೂರೈಕೆದಾರರಿಂದ KG-II ಪ್ರಕಾರ ಟೆಂಡರ್ ಆಹ್ವಾನಿಸಲಾಗಿದೆ. ಹೆಚ್ಚಿನ ವಿವರಗಳಿಗೆ https://kppp.karnataka.gov.in ನಲ್ಲಿ ನೋಡಬಹುದು. xyxy=(973,1831,1399,1877)
case-number: Crl. M.C. No. 590/2025 xyxy=(249,674,371,686)
table-cell: RDPR/2025-26/IND10478 xyxy=(1029,2063,1315,2084)
article-body: ಕೊಲೆ ಪ್ರಕರಣದಲ್ಲಿ ಇಬ್ಬರು ಆರೋಪಿಗಳಿಗೆ ಜೀವಾವಧಿ ಶಿಕ್ಷೆ ಹಾಗೂ ತಲಾ 3,50,000 ರೂ. ದಂಡ ವಿಧಿಸಿ ನ್ಯಾಯಾಲಯ ತೀರ್ಪು ನೀಡಿದೆ. 2023ರ ಫೆ.22ರಂದು ಜಮೀನು ವಿವಾದದ ಹಿನ್ನೆಲೆಯಲ್ಲಿ ವ್ಯಕ್ತಿಯೊಬ್ಬರನ್ನು ಹತ್ಯೆ ಮಾಡಲಾಗಿತ್ತು. ಸಾಕ್ಷ್ಯಾಧಾರಗಳನ್ನು ಪರಿಶೀಲಿಸಿದ ನ್ಯಾಯಾಧೀಶರು ಆರೋಪ ಸಾಬೀತಾದ ಹಿನ್ನೆಲೆಯಲ್ಲಿ ಈ ತೀರ್ಪು ಪ್ರಕಟಿಸಿದ್ದಾರೆ. ಸರ್ಕಾರದ ಪರವಾಗಿ ಸರ್ಕಾರಿ ಅಭಿಯೋಜಕರು ವಾದ ಮಂಡಿಸಿದ್ದರು. xyxy=(591,736,950,810)
notice-signatory: ಸಹಿ/- ಶಿರಸ್ತೇದಾರರು, ಸಂಡೂರು. xyxy=(115,1859,211,1869)
court-notice-5 xyxy=(783,1708,956,2341)
notice-signatory: By Order of the Court, Chief Ministerial Officer V.A.C.J & JMFC At Ballari xyxy=(60,887,214,918)
court-name: ಮಾನ್ಯ ಪ್ರಧಾನ ಸಿವಿಲ್ ಮತ್ತು ಪ್ರಥಮ ದರ್ಜೆ ನ್ಯಾಯಿಕ ದಂಡಾಧಿಕಾರಿಗಳ ನ್ಯಾಯಾಲಯ, ಸಂಡೂರು. xyxy=(427,707,564,743)
tender-title: ಟೆಂಡರ್ ಪ್ರಕಟಣೆ xyxy=(1147,1319,1225,1336)
case-number: ಕ್ರಿಮಿನಲ್ ಮಿಸಲೇನಿಯಸ್ - 1119/2025 xyxy=(237,208,384,219)
tender-reference: ಕ್ರಸಂ :- ಗ್ರಾ.ಪಂ.ಅಂ/ಎಸ್.ಆರ್‌.ಜಿ/ಟೆಂಡರ್‌-ಪ್ರ/2025-26 xyxy=(973,1795,1150,1806)
column-rule xyxy=(651,160,652,684)
article-body: ನಗರದಲ್ಲಿ ಸಾರ್ವಜನಿಕ ಸ್ಥಳದಲ್ಲಿ ಗಲಾಟೆ ಮಾಡಿ ಶಾಂತಿ ಭಂಗ ಉಂಟುಮಾಡಿದ ಆರೋಪದ ಮೇಲೆ ಕೆಲವರ ವಿರುದ್ಧ ಪೊಲೀಸರು ಪ್ರಕರಣ ದಾಖಲಿಸಿಕೊಂಡಿದ್ದಾರೆ. ಸ್ಥಳೀಯರ ದೂರಿನ ಮೇರೆಗೆ ಕ್ರಮ ಕೈಗೊಳ್ಳಲಾಗಿದೆ ಎಂದು ಪೊಲೀಸ್ ಮೂಲಗಳು ತಿಳಿಸಿವೆ. xyxy=(962,981,1167,1055)
notice-body: ಅರ್ಜಿದಾರರು: ಶ್ರೀಮತಿ ರತ್ನಮ್ಮ ಕೋಂ ಶ್ರೀ ನಾಗಪ್ಪ, ವಯಸ್ಸು 62 ವರ್ಷ ಸಾ|| ಸಂಡೂರು. ವಿರುದ್ಧ ಎದುರುದಾರರು: ಜನನ ಮತ್ತು ಮರಣ ನೋಂದಣಿ ಅಧಿಕಾರಿಗಳು. ನೋಟೀಸ್: ಮೇಲ್ಕಂಡ ಅರ್ಜಿದಾರರು ತಮ್ಮ ತಂದೆಯವರ ಮರಣ ಪ್ರಮಾಣ ಪತ್ರಕ್ಕಾಗಿ ಅರ್ಜಿ ಸಲ್ಲಿಸಿರುತ್ತಾರೆ. ಆಕ್ಷೇಪಣೆ ಇದ್ದಲ್ಲಿ ದಿನಾಂಕ 16/07/2025 ರಂದು ಹಾಜರಾಗಬೇಕು. xyxy=(51,1771,211,1854)
